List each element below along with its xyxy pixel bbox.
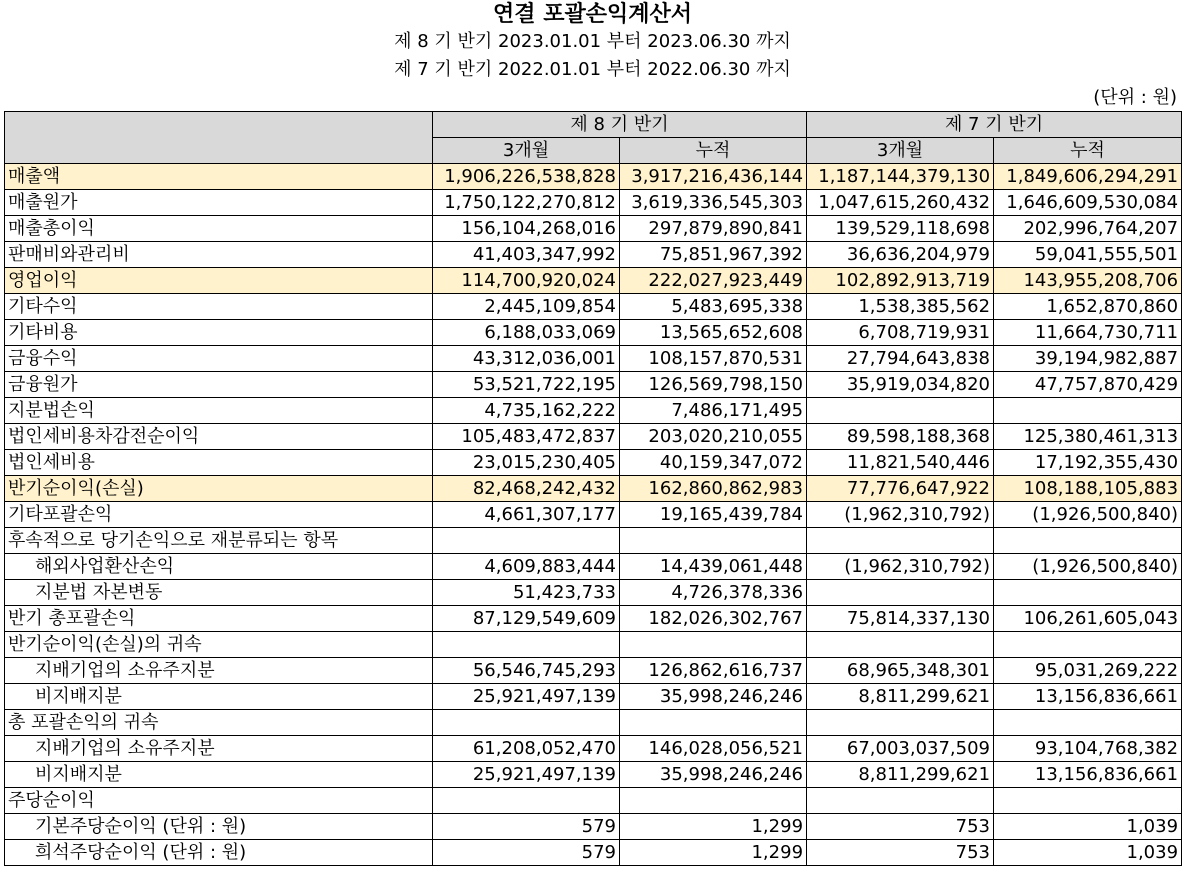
cell-current-cumulative: 14,439,061,448: [620, 554, 807, 580]
cell-current-cumulative: 40,159,347,072: [620, 450, 807, 476]
cell-current-cumulative: 146,028,056,521: [620, 736, 807, 762]
cell-current-3m: 25,921,497,139: [433, 762, 620, 788]
row-label: 비지배지분: [5, 684, 433, 710]
cell-prior-cumulative: (1,926,500,840): [994, 502, 1182, 528]
cell-prior-cumulative: 108,188,105,883: [994, 476, 1182, 502]
cell-current-cumulative: 13,565,652,608: [620, 320, 807, 346]
row-label: 지배기업의 소유주지분: [5, 736, 433, 762]
header-blank: [5, 112, 433, 164]
cell-prior-3m: [807, 632, 994, 658]
unit-label: (단위 : 원): [1093, 87, 1177, 108]
cell-prior-cumulative: [994, 632, 1182, 658]
table-row: [5, 398, 1182, 424]
cell-current-cumulative: 297,879,890,841: [620, 216, 807, 242]
table-row: [5, 294, 1182, 320]
table-row: [5, 528, 1182, 554]
cell-current-3m: 82,468,242,432: [433, 476, 620, 502]
cell-current-3m: 43,312,036,001: [433, 346, 620, 372]
cell-prior-3m: 139,529,118,698: [807, 216, 994, 242]
cell-current-cumulative: 182,026,302,767: [620, 606, 807, 632]
cell-prior-3m: 753: [807, 840, 994, 866]
table-row: [5, 476, 1182, 502]
cell-current-3m: 4,609,883,444: [433, 554, 620, 580]
row-label: 판매비와관리비: [5, 242, 433, 268]
cell-prior-3m: [807, 398, 994, 424]
cell-prior-3m: [807, 710, 994, 736]
cell-prior-3m: 11,821,540,446: [807, 450, 994, 476]
row-label: 후속적으로 당기손익으로 재분류되는 항목: [5, 528, 433, 554]
row-label: 반기순이익(손실)의 귀속: [5, 632, 433, 658]
table-row: [5, 216, 1182, 242]
cell-current-3m: 114,700,920,024: [433, 268, 620, 294]
row-label: 법인세비용: [5, 450, 433, 476]
cell-current-cumulative: [620, 788, 807, 814]
cell-prior-cumulative: 143,955,208,706: [994, 268, 1182, 294]
cell-current-3m: 87,129,549,609: [433, 606, 620, 632]
cell-current-cumulative: 108,157,870,531: [620, 346, 807, 372]
cell-current-cumulative: 162,860,862,983: [620, 476, 807, 502]
cell-current-cumulative: 19,165,439,784: [620, 502, 807, 528]
table-row: [5, 736, 1182, 762]
income-statement-table: [4, 111, 1182, 866]
row-label: 지배기업의 소유주지분: [5, 658, 433, 684]
row-label: 법인세비용차감전순이익: [5, 424, 433, 450]
cell-prior-cumulative: 93,104,768,382: [994, 736, 1182, 762]
row-label: 기본주당순이익 (단위 : 원): [5, 814, 433, 840]
row-label: 총 포괄손익의 귀속: [5, 710, 433, 736]
cell-current-cumulative: 203,020,210,055: [620, 424, 807, 450]
table-row: [5, 710, 1182, 736]
cell-current-cumulative: 5,483,695,338: [620, 294, 807, 320]
cell-prior-cumulative: [994, 580, 1182, 606]
cell-prior-cumulative: 1,652,870,860: [994, 294, 1182, 320]
cell-current-cumulative: 222,027,923,449: [620, 268, 807, 294]
table-row: [5, 554, 1182, 580]
period-prior: 제 7 기 반기 2022.01.01 부터 2022.06.30 까지: [394, 59, 791, 80]
row-label: 매출액: [5, 164, 433, 190]
cell-prior-3m: 1,538,385,562: [807, 294, 994, 320]
cell-current-3m: 41,403,347,992: [433, 242, 620, 268]
table-row: [5, 606, 1182, 632]
cell-current-cumulative: 3,917,216,436,144: [620, 164, 807, 190]
cell-current-cumulative: 1,299: [620, 840, 807, 866]
period-current: 제 8 기 반기 2023.01.01 부터 2023.06.30 까지: [394, 31, 791, 52]
row-label: 매출총이익: [5, 216, 433, 242]
cell-prior-cumulative: [994, 710, 1182, 736]
cell-prior-cumulative: (1,926,500,840): [994, 554, 1182, 580]
cell-current-3m: 53,521,722,195: [433, 372, 620, 398]
header-row-groups: [5, 112, 1182, 138]
cell-current-cumulative: 7,486,171,495: [620, 398, 807, 424]
table-row: [5, 190, 1182, 216]
cell-current-cumulative: [620, 528, 807, 554]
row-label: 금융원가: [5, 372, 433, 398]
cell-prior-cumulative: 125,380,461,313: [994, 424, 1182, 450]
cell-prior-3m: 67,003,037,509: [807, 736, 994, 762]
header-group-prior: 제 7 기 반기: [807, 112, 1182, 138]
cell-prior-3m: 753: [807, 814, 994, 840]
row-label: 영업이익: [5, 268, 433, 294]
cell-current-3m: [433, 632, 620, 658]
row-label: 비지배지분: [5, 762, 433, 788]
cell-prior-cumulative: 1,646,609,530,084: [994, 190, 1182, 216]
header-current-cumulative: 누적: [620, 138, 807, 164]
cell-prior-3m: 75,814,337,130: [807, 606, 994, 632]
header-prior-3m: 3개월: [807, 138, 994, 164]
row-label: 기타비용: [5, 320, 433, 346]
cell-prior-cumulative: 202,996,764,207: [994, 216, 1182, 242]
table-row: [5, 372, 1182, 398]
row-label: 반기순이익(손실): [5, 476, 433, 502]
table-row: [5, 424, 1182, 450]
cell-current-3m: 4,735,162,222: [433, 398, 620, 424]
row-label: 금융수익: [5, 346, 433, 372]
cell-current-cumulative: 3,619,336,545,303: [620, 190, 807, 216]
cell-current-3m: 105,483,472,837: [433, 424, 620, 450]
cell-prior-cumulative: 39,194,982,887: [994, 346, 1182, 372]
cell-prior-cumulative: 13,156,836,661: [994, 684, 1182, 710]
cell-prior-cumulative: 95,031,269,222: [994, 658, 1182, 684]
cell-current-cumulative: 35,998,246,246: [620, 762, 807, 788]
table-row: [5, 658, 1182, 684]
cell-prior-3m: 8,811,299,621: [807, 762, 994, 788]
cell-current-cumulative: [620, 710, 807, 736]
cell-current-3m: 2,445,109,854: [433, 294, 620, 320]
table-row: [5, 346, 1182, 372]
cell-current-3m: 6,188,033,069: [433, 320, 620, 346]
cell-prior-3m: 102,892,913,719: [807, 268, 994, 294]
cell-prior-3m: (1,962,310,792): [807, 554, 994, 580]
cell-current-3m: [433, 528, 620, 554]
cell-current-3m: 579: [433, 840, 620, 866]
table-row: [5, 242, 1182, 268]
table-row: [5, 580, 1182, 606]
cell-prior-3m: 6,708,719,931: [807, 320, 994, 346]
cell-prior-cumulative: 1,849,606,294,291: [994, 164, 1182, 190]
header-current-3m: 3개월: [433, 138, 620, 164]
header-group-current: 제 8 기 반기: [433, 112, 807, 138]
row-label: 기타수익: [5, 294, 433, 320]
row-label: 해외사업환산손익: [5, 554, 433, 580]
table-row: [5, 450, 1182, 476]
cell-current-cumulative: 126,569,798,150: [620, 372, 807, 398]
cell-prior-3m: 35,919,034,820: [807, 372, 994, 398]
cell-current-3m: 61,208,052,470: [433, 736, 620, 762]
cell-current-3m: 4,661,307,177: [433, 502, 620, 528]
row-label: 주당순이익: [5, 788, 433, 814]
row-label: 매출원가: [5, 190, 433, 216]
cell-prior-cumulative: 59,041,555,501: [994, 242, 1182, 268]
cell-current-3m: 23,015,230,405: [433, 450, 620, 476]
cell-current-3m: 1,906,226,538,828: [433, 164, 620, 190]
cell-prior-3m: 36,636,204,979: [807, 242, 994, 268]
cell-current-3m: 1,750,122,270,812: [433, 190, 620, 216]
cell-current-3m: 56,546,745,293: [433, 658, 620, 684]
cell-prior-cumulative: 47,757,870,429: [994, 372, 1182, 398]
table-row: [5, 632, 1182, 658]
cell-current-cumulative: 35,998,246,246: [620, 684, 807, 710]
cell-current-3m: [433, 788, 620, 814]
cell-current-cumulative: [620, 632, 807, 658]
row-label: 지분법손익: [5, 398, 433, 424]
table-row: [5, 268, 1182, 294]
cell-prior-3m: (1,962,310,792): [807, 502, 994, 528]
table-row: [5, 320, 1182, 346]
cell-current-3m: [433, 710, 620, 736]
cell-prior-cumulative: 106,261,605,043: [994, 606, 1182, 632]
cell-prior-3m: 89,598,188,368: [807, 424, 994, 450]
cell-current-3m: 579: [433, 814, 620, 840]
cell-prior-cumulative: [994, 398, 1182, 424]
cell-prior-cumulative: 13,156,836,661: [994, 762, 1182, 788]
table-row: [5, 684, 1182, 710]
cell-prior-3m: 68,965,348,301: [807, 658, 994, 684]
cell-prior-3m: [807, 788, 994, 814]
cell-prior-cumulative: [994, 528, 1182, 554]
table-row: [5, 502, 1182, 528]
row-label: 반기 총포괄손익: [5, 606, 433, 632]
cell-prior-cumulative: 17,192,355,430: [994, 450, 1182, 476]
cell-prior-3m: 27,794,643,838: [807, 346, 994, 372]
cell-prior-cumulative: 1,039: [994, 840, 1182, 866]
row-label: 희석주당순이익 (단위 : 원): [5, 840, 433, 866]
cell-current-cumulative: 75,851,967,392: [620, 242, 807, 268]
table-row: [5, 814, 1182, 840]
cell-current-cumulative: 1,299: [620, 814, 807, 840]
cell-prior-3m: 8,811,299,621: [807, 684, 994, 710]
cell-prior-cumulative: 11,664,730,711: [994, 320, 1182, 346]
table-row: [5, 762, 1182, 788]
table-row: [5, 164, 1182, 190]
header-prior-cumulative: 누적: [994, 138, 1182, 164]
statement-title: 연결 포괄손익계산서: [493, 2, 692, 27]
cell-prior-3m: 1,047,615,260,432: [807, 190, 994, 216]
cell-current-cumulative: 4,726,378,336: [620, 580, 807, 606]
row-label: 지분법 자본변동: [5, 580, 433, 606]
cell-current-3m: 156,104,268,016: [433, 216, 620, 242]
cell-prior-cumulative: 1,039: [994, 814, 1182, 840]
table-row: [5, 840, 1182, 866]
cell-current-cumulative: 126,862,616,737: [620, 658, 807, 684]
cell-current-3m: 25,921,497,139: [433, 684, 620, 710]
cell-prior-3m: [807, 528, 994, 554]
cell-prior-3m: 77,776,647,922: [807, 476, 994, 502]
cell-prior-3m: 1,187,144,379,130: [807, 164, 994, 190]
cell-prior-cumulative: [994, 788, 1182, 814]
row-label: 기타포괄손익: [5, 502, 433, 528]
cell-current-3m: 51,423,733: [433, 580, 620, 606]
cell-prior-3m: [807, 580, 994, 606]
table-row: [5, 788, 1182, 814]
